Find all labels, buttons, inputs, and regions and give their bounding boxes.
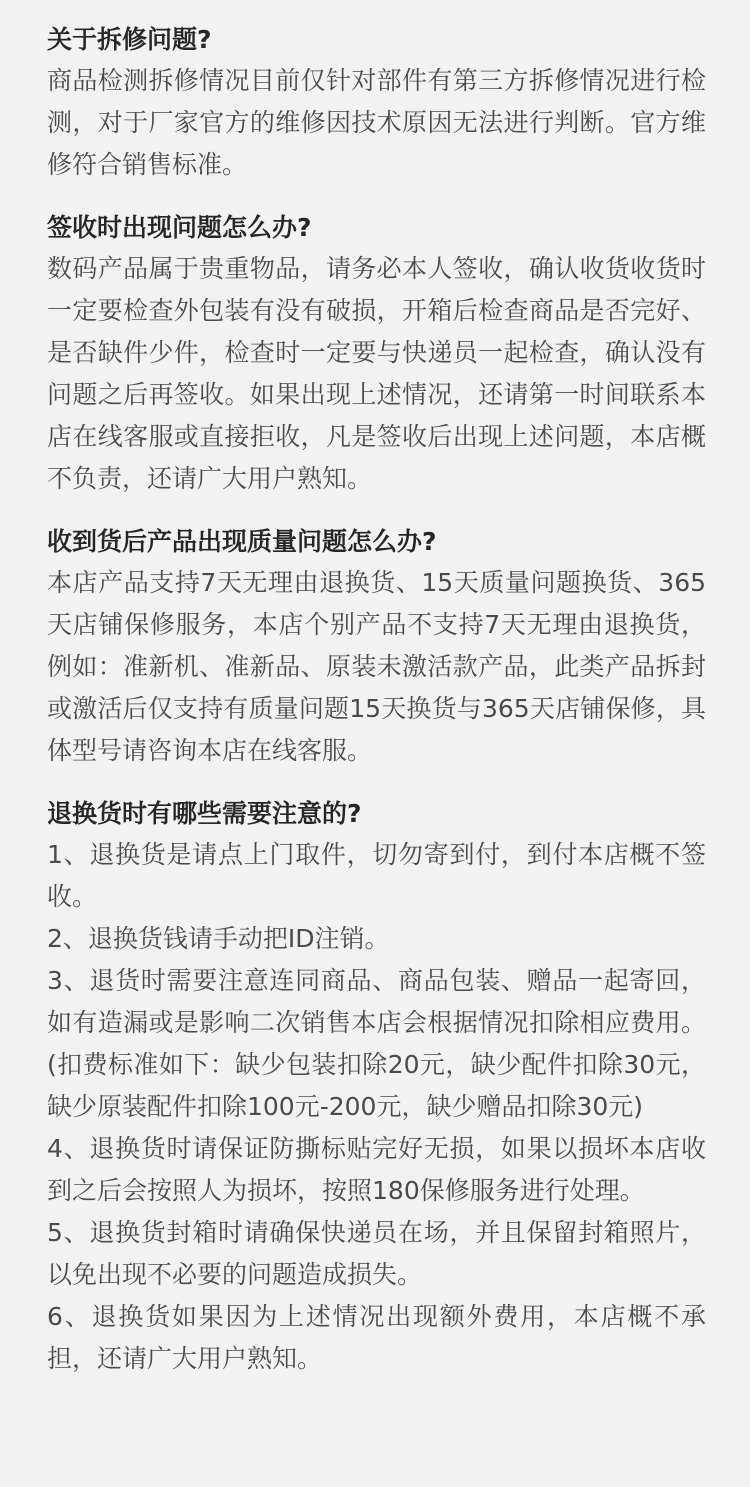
faq-answer-text: 商品检测拆修情况目前仅针对部件有第三方拆修情况进行检测，对于厂家官方的维修因技术原因无法进行判断。官方维修符合销售标准。: [47, 66, 706, 179]
faq-section-repair: [47, 20, 706, 186]
return-rule-item: 3、退货时需要注意连同商品、商品包装、赠品一起寄回，如有造漏或是影响二次销售本店会根据情况扣除相应费用。(扣费标准如下：缺少包装扣除20元，缺少配件扣除30元，缺少原装配件扣除100元-200元，缺少赠品扣除30元): [47, 966, 706, 1121]
faq-section-returns: [47, 794, 706, 1380]
faq-answer-text: 数码产品属于贵重物品，请务必本人签收，确认收货收货时一定要检查外包装有没有破损，开箱后检查商品是否完好、是否缺件少件，检查时一定要与快递员一起检查，确认没有问题之后再签收。如果出现上述情况，还请第一时间联系本店在线客服或直接拒收，凡是签收后出现上述问题，本店概不负责，还请广大用户熟知。: [47, 254, 706, 493]
faq-section-quality: [47, 522, 706, 772]
return-rule-item: 2、退换货钱请手动把ID注销。: [47, 924, 390, 953]
return-rule-item: 6、退换货如果因为上述情况出现额外费用，本店概不承担，还请广大用户熟知。: [47, 1302, 706, 1373]
faq-answer-text: 本店产品支持7天无理由退换货、15天质量问题换货、365天店铺保修服务，本店个别产品不支持7天无理由退换货，例如：准新机、准新品、原装未激活款产品，此类产品拆封或激活后仅支持有质量问题15天换货与365天店铺保修，具体型号请咨询本店在线客服。: [47, 568, 706, 765]
faq-section-signing: [47, 208, 706, 500]
faq-question-title: 关于拆修问题?: [47, 25, 212, 54]
faq-question-title: 签收时出现问题怎么办?: [47, 213, 312, 242]
return-rule-item: 5、退换货封箱时请确保快递员在场，并且保留封箱照片，以免出现不必要的问题造成损失。: [47, 1218, 706, 1289]
faq-question-title: 退换货时有哪些需要注意的?: [47, 799, 362, 828]
faq-question-title: 收到货后产品出现质量问题怎么办?: [47, 527, 437, 556]
return-rule-item: 1、退换货是请点上门取件，切勿寄到付，到付本店概不签收。: [47, 840, 706, 911]
return-rule-item: 4、退换货时请保证防撕标贴完好无损，如果以损坏本店收到之后会按照人为损坏，按照180保修服务进行处理。: [47, 1134, 706, 1205]
